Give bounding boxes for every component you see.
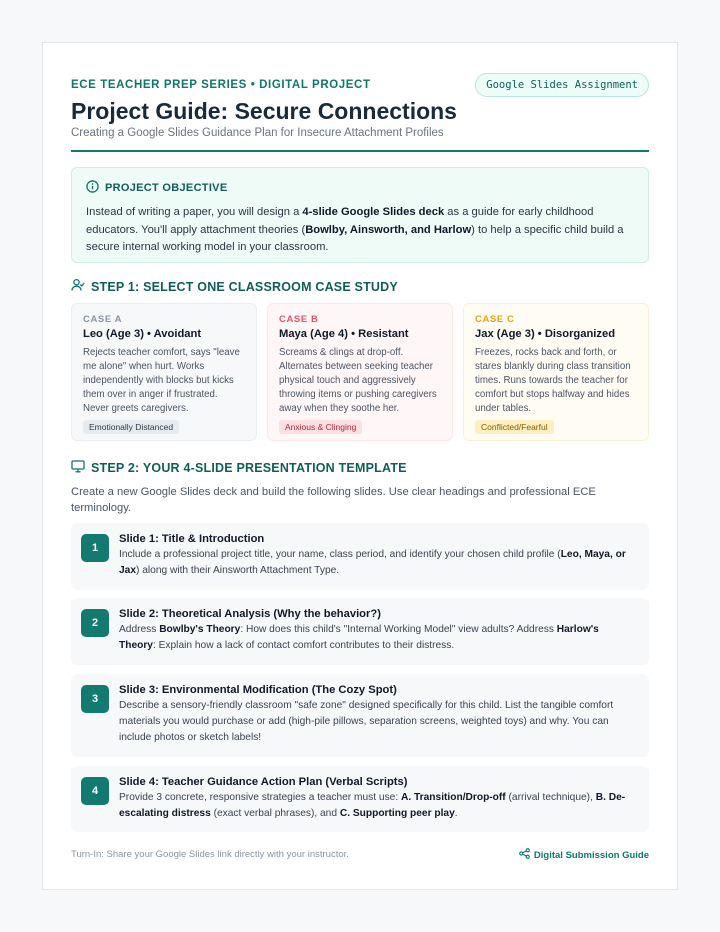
- objective-heading: PROJECT OBJECTIVE: [105, 182, 228, 194]
- step-text: Address Bowlby's Theory: How does this child's "Internal Working Model" view adults? Address Harlow's Theory: Explain how a lack of contact comfort contributes to their distress.: [119, 624, 599, 651]
- case-chip: Anxious & Clinging: [279, 420, 362, 434]
- case-tag: CASE C: [475, 314, 515, 325]
- header-divider: [71, 150, 649, 152]
- series-eyebrow: ECE TEACHER PREP SERIES • DIGITAL PROJECT: [71, 79, 371, 91]
- case-chip: Emotionally Distanced: [83, 420, 179, 434]
- step-title: Slide 2: Theoretical Analysis (Why the behavior?): [119, 608, 381, 620]
- step-title: Slide 3: Environmental Modification (The Cozy Spot): [119, 684, 397, 696]
- step-text: Describe a sensory-friendly classroom "safe zone" designed specifically for this child. List the tangible comfort materials you would purchase or add (high-pile pillows, separation screens, weighted toys) and why. You can include photos or sketch labels!: [119, 700, 614, 743]
- user-check-icon: [71, 278, 85, 295]
- slide-step-2: [71, 598, 649, 665]
- case-description: Screams & clings at drop-off. Alternates between seeking teacher physical touch and aggressively throwing items or pushing caregivers away when they soothe her.: [279, 347, 437, 414]
- objective-box: [71, 167, 649, 263]
- case-card-c[interactable]: [463, 303, 649, 441]
- step2-heading-row: [71, 459, 407, 476]
- step-number: 4: [81, 777, 109, 805]
- page-title: Project Guide: Secure Connections: [71, 98, 457, 124]
- step-title: Slide 4: Teacher Guidance Action Plan (Verbal Scripts): [119, 776, 408, 788]
- page-subtitle: Creating a Google Slides Guidance Plan for Insecure Attachment Profiles: [71, 127, 444, 139]
- step-title: Slide 1: Title & Introduction: [119, 533, 265, 545]
- step-number: 2: [81, 609, 109, 637]
- step1-heading: STEP 1: SELECT ONE CLASSROOM CASE STUDY: [91, 279, 398, 294]
- share-icon: [519, 848, 530, 862]
- case-description: Freezes, rocks back and forth, or stares blankly during class transition times. Runs towards the teacher for comfort but stops halfway and hides under tables.: [475, 347, 631, 414]
- submission-guide-label: Digital Submission Guide: [533, 849, 649, 861]
- case-card-b[interactable]: [267, 303, 453, 441]
- step-number: 1: [81, 534, 109, 562]
- case-tag: CASE B: [279, 314, 319, 325]
- step2-heading: STEP 2: YOUR 4-SLIDE PRESENTATION TEMPLATE: [91, 460, 407, 475]
- slide-step-4: [71, 766, 649, 832]
- document-page: [42, 42, 678, 890]
- case-description: Rejects teacher comfort, says "leave me alone" when hurt. Works independently with blocks but kicks them over in anger if frustrated. Never greets caregivers.: [83, 347, 240, 414]
- step1-heading-row: [71, 278, 398, 295]
- case-tag: CASE A: [83, 314, 123, 325]
- case-name: Jax (Age 3) • Disorganized: [475, 328, 616, 340]
- info-icon: [86, 180, 99, 196]
- step-number: 3: [81, 685, 109, 713]
- case-name: Maya (Age 4) • Resistant: [279, 328, 409, 340]
- assignment-badge: Google Slides Assignment: [475, 73, 649, 97]
- step2-intro: Create a new Google Slides deck and build the following slides. Use clear headings and professional ECE terminology.: [71, 486, 596, 514]
- case-name: Leo (Age 3) • Avoidant: [83, 328, 202, 340]
- step-text: Include a professional project title, your name, class period, and identify your chosen child profile (Leo, Maya, or Jax) along with their Ainsworth Attachment Type.: [119, 549, 626, 576]
- case-card-a[interactable]: [71, 303, 257, 441]
- slide-step-3: [71, 674, 649, 757]
- objective-text: Instead of writing a paper, you will design a 4-slide Google Slides deck as a guide for early childhood educators. You'll apply attachment theories (Bowlby, Ainsworth, and Harlow) to help a specific child build a secure internal working model in your classroom.: [86, 206, 624, 253]
- turn-in-note: Turn-In: Share your Google Slides link directly with your instructor.: [71, 849, 349, 860]
- objective-heading-row: [86, 180, 634, 196]
- case-study-cards: [71, 303, 649, 441]
- slide-step-1: [71, 523, 649, 590]
- case-chip: Conflicted/Fearful: [475, 420, 554, 434]
- presentation-icon: [71, 459, 85, 476]
- step-text: Provide 3 concrete, responsive strategies a teacher must use: A. Transition/Drop-off (arrival technique), B. De-escalating distress (exact verbal phrases), and C. Supporting peer play.: [119, 792, 626, 819]
- submission-guide-link[interactable]: [519, 848, 649, 862]
